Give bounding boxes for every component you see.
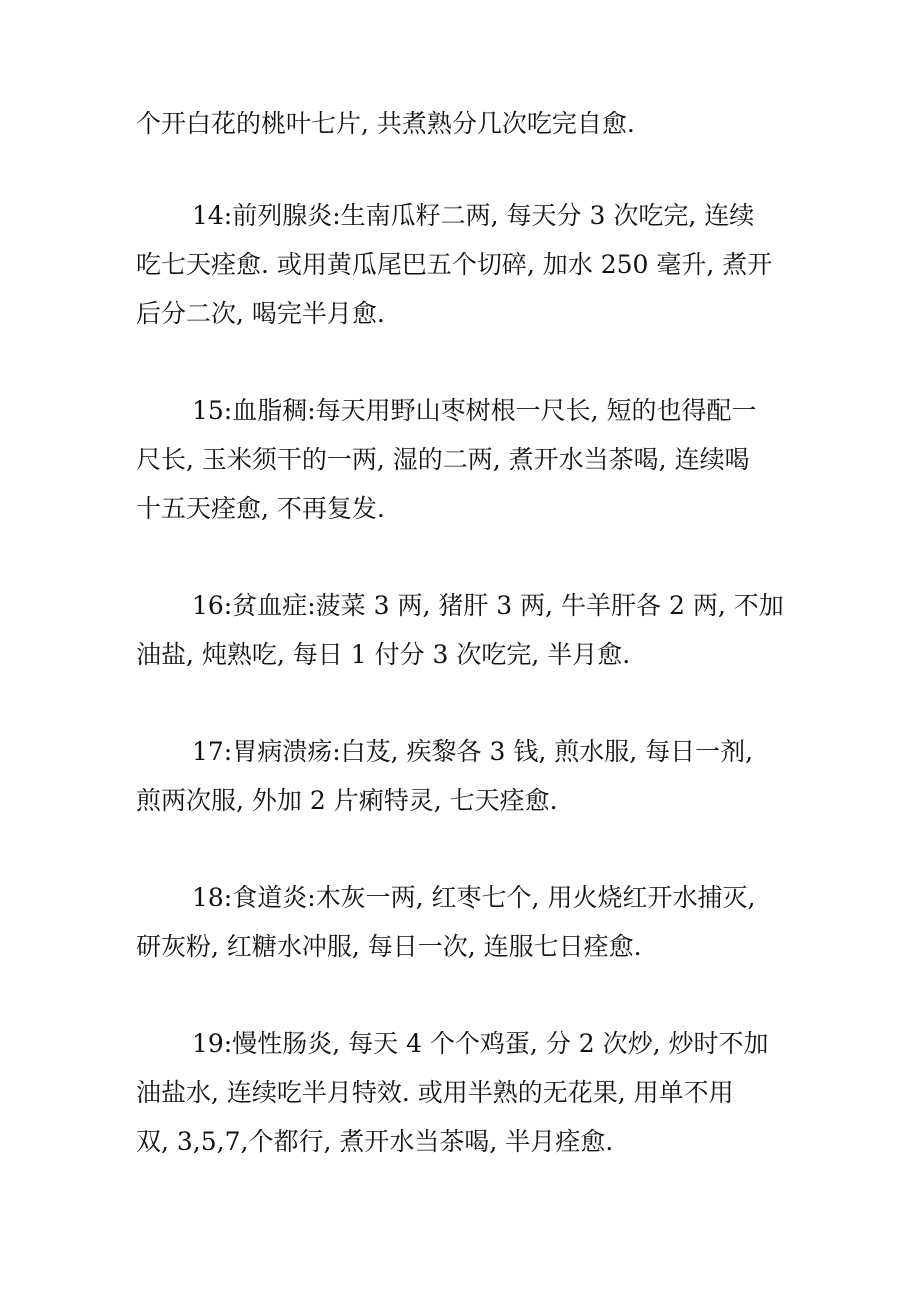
remedy-19-line-1: 19:慢性肠炎, 每天 4 个个鸡蛋, 分 2 次炒, 炒时不加 <box>192 1029 769 1058</box>
remedy-16-line-1: 16:贫血症:菠菜 3 两, 猪肝 3 两, 牛羊肝各 2 两, 不加 <box>192 591 784 620</box>
remedy-15-line-3: 十五天痊愈, 不再复发. <box>136 494 385 523</box>
remedy-14-line-1: 14:前列腺炎:生南瓜籽二两, 每天分 3 次吃完, 连续 <box>192 201 755 230</box>
remedy-18-line-2: 研灰粉, 红糖水冲服, 每日一次, 连服七日痊愈. <box>136 932 642 961</box>
remedy-18-line-1: 18:食道炎:木灰一两, 红枣七个, 用火烧红开水捕灭, <box>192 883 756 912</box>
remedy-15-line-2: 尺长, 玉米须干的一两, 湿的二两, 煮开水当茶喝, 连续喝 <box>136 445 750 474</box>
remedy-17-line-2: 煎两次服, 外加 2 片痢特灵, 七天痊愈. <box>136 786 558 815</box>
remedy-17-line-1: 17:胃病溃疡:白芨, 疾黎各 3 钱, 煎水服, 每日一剂, <box>192 737 754 766</box>
remedy-15-line-1: 15:血脂稠:每天用野山枣树根一尺长, 短的也得配一 <box>192 396 757 425</box>
remedy-14-line-3: 后分二次, 喝完半月愈. <box>136 299 385 328</box>
remedy-16-line-2: 油盐, 炖熟吃, 每日 1 付分 3 次吃完, 半月愈. <box>136 640 631 669</box>
intro-line-1: 个开白花的桃叶七片, 共煮熟分几次吃完自愈. <box>136 109 635 138</box>
remedy-14-line-2: 吃七天痊愈. 或用黄瓜尾巴五个切碎, 加水 250 毫升, 煮开 <box>136 250 773 279</box>
remedy-19-line-3: 双, 3,5,7,个都行, 煮开水当茶喝, 半月痊愈. <box>136 1127 614 1156</box>
remedy-19-line-2: 油盐水, 连续吃半月特效. 或用半熟的无花果, 用单不用 <box>136 1078 734 1107</box>
